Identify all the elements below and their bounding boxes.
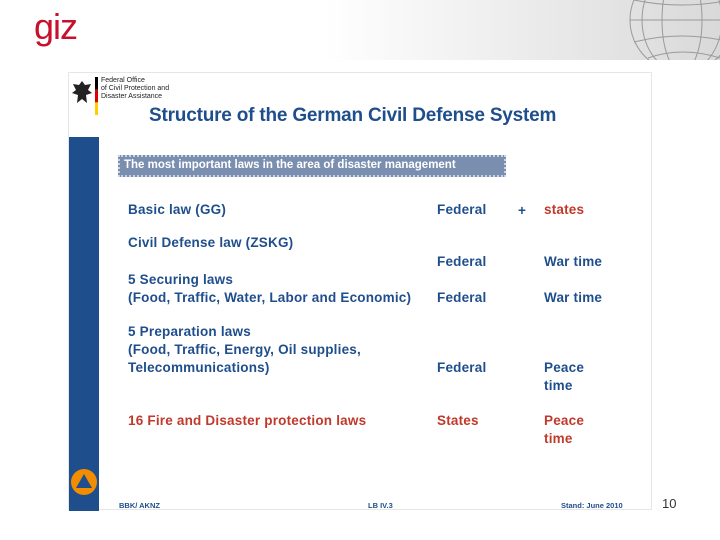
securing-time: War time [544, 290, 603, 305]
flag-stripes [95, 77, 98, 115]
preparation-time-2: time [544, 378, 573, 393]
top-banner [0, 0, 720, 60]
left-sidebar-bar [69, 137, 99, 511]
plus-sign: + [518, 203, 527, 218]
securing-laws: 5 Securing laws [128, 272, 234, 287]
footer-center: LB IV.3 [368, 501, 393, 510]
fire-disaster-time-2: time [544, 431, 573, 446]
basic-law-states: states [544, 202, 585, 217]
fire-disaster-laws: 16 Fire and Disaster protection laws [128, 413, 367, 428]
giz-logo: giz [34, 6, 78, 47]
agency-name: Federal Office of Civil Protection and Disaster Assistance [101, 77, 170, 100]
civil-defense-time: War time [544, 254, 603, 269]
civil-protection-icon [69, 467, 99, 497]
preparation-level: Federal [437, 360, 487, 375]
footer-right: Stand: June 2010 [561, 501, 623, 510]
footer-left: BBK/ AKNZ [119, 501, 160, 510]
preparation-laws: 5 Preparation laws [128, 324, 251, 339]
globe-icon [620, 0, 720, 60]
slide-title: Structure of the German Civil Defense System [149, 105, 557, 126]
fire-disaster-time: Peace [544, 413, 585, 428]
eagle-icon [71, 79, 93, 107]
preparation-laws-detail-1: (Food, Traffic, Energy, Oil supplies, [128, 342, 361, 357]
page-number: 10 [662, 496, 677, 511]
civil-defense-law: Civil Defense law (ZSKG) [128, 235, 294, 250]
securing-laws-detail: (Food, Traffic, Water, Labor and Economic) [128, 290, 412, 305]
subtitle-box: The most important laws in the area of disaster management [118, 155, 506, 177]
securing-level: Federal [437, 290, 487, 305]
fire-disaster-level: States [437, 413, 479, 428]
slide [68, 72, 652, 510]
basic-law: Basic law (GG) [128, 202, 227, 217]
basic-law-level: Federal [437, 202, 487, 217]
preparation-time: Peace [544, 360, 585, 375]
civil-defense-level: Federal [437, 254, 487, 269]
preparation-laws-detail-2: Telecommunications) [128, 360, 270, 375]
